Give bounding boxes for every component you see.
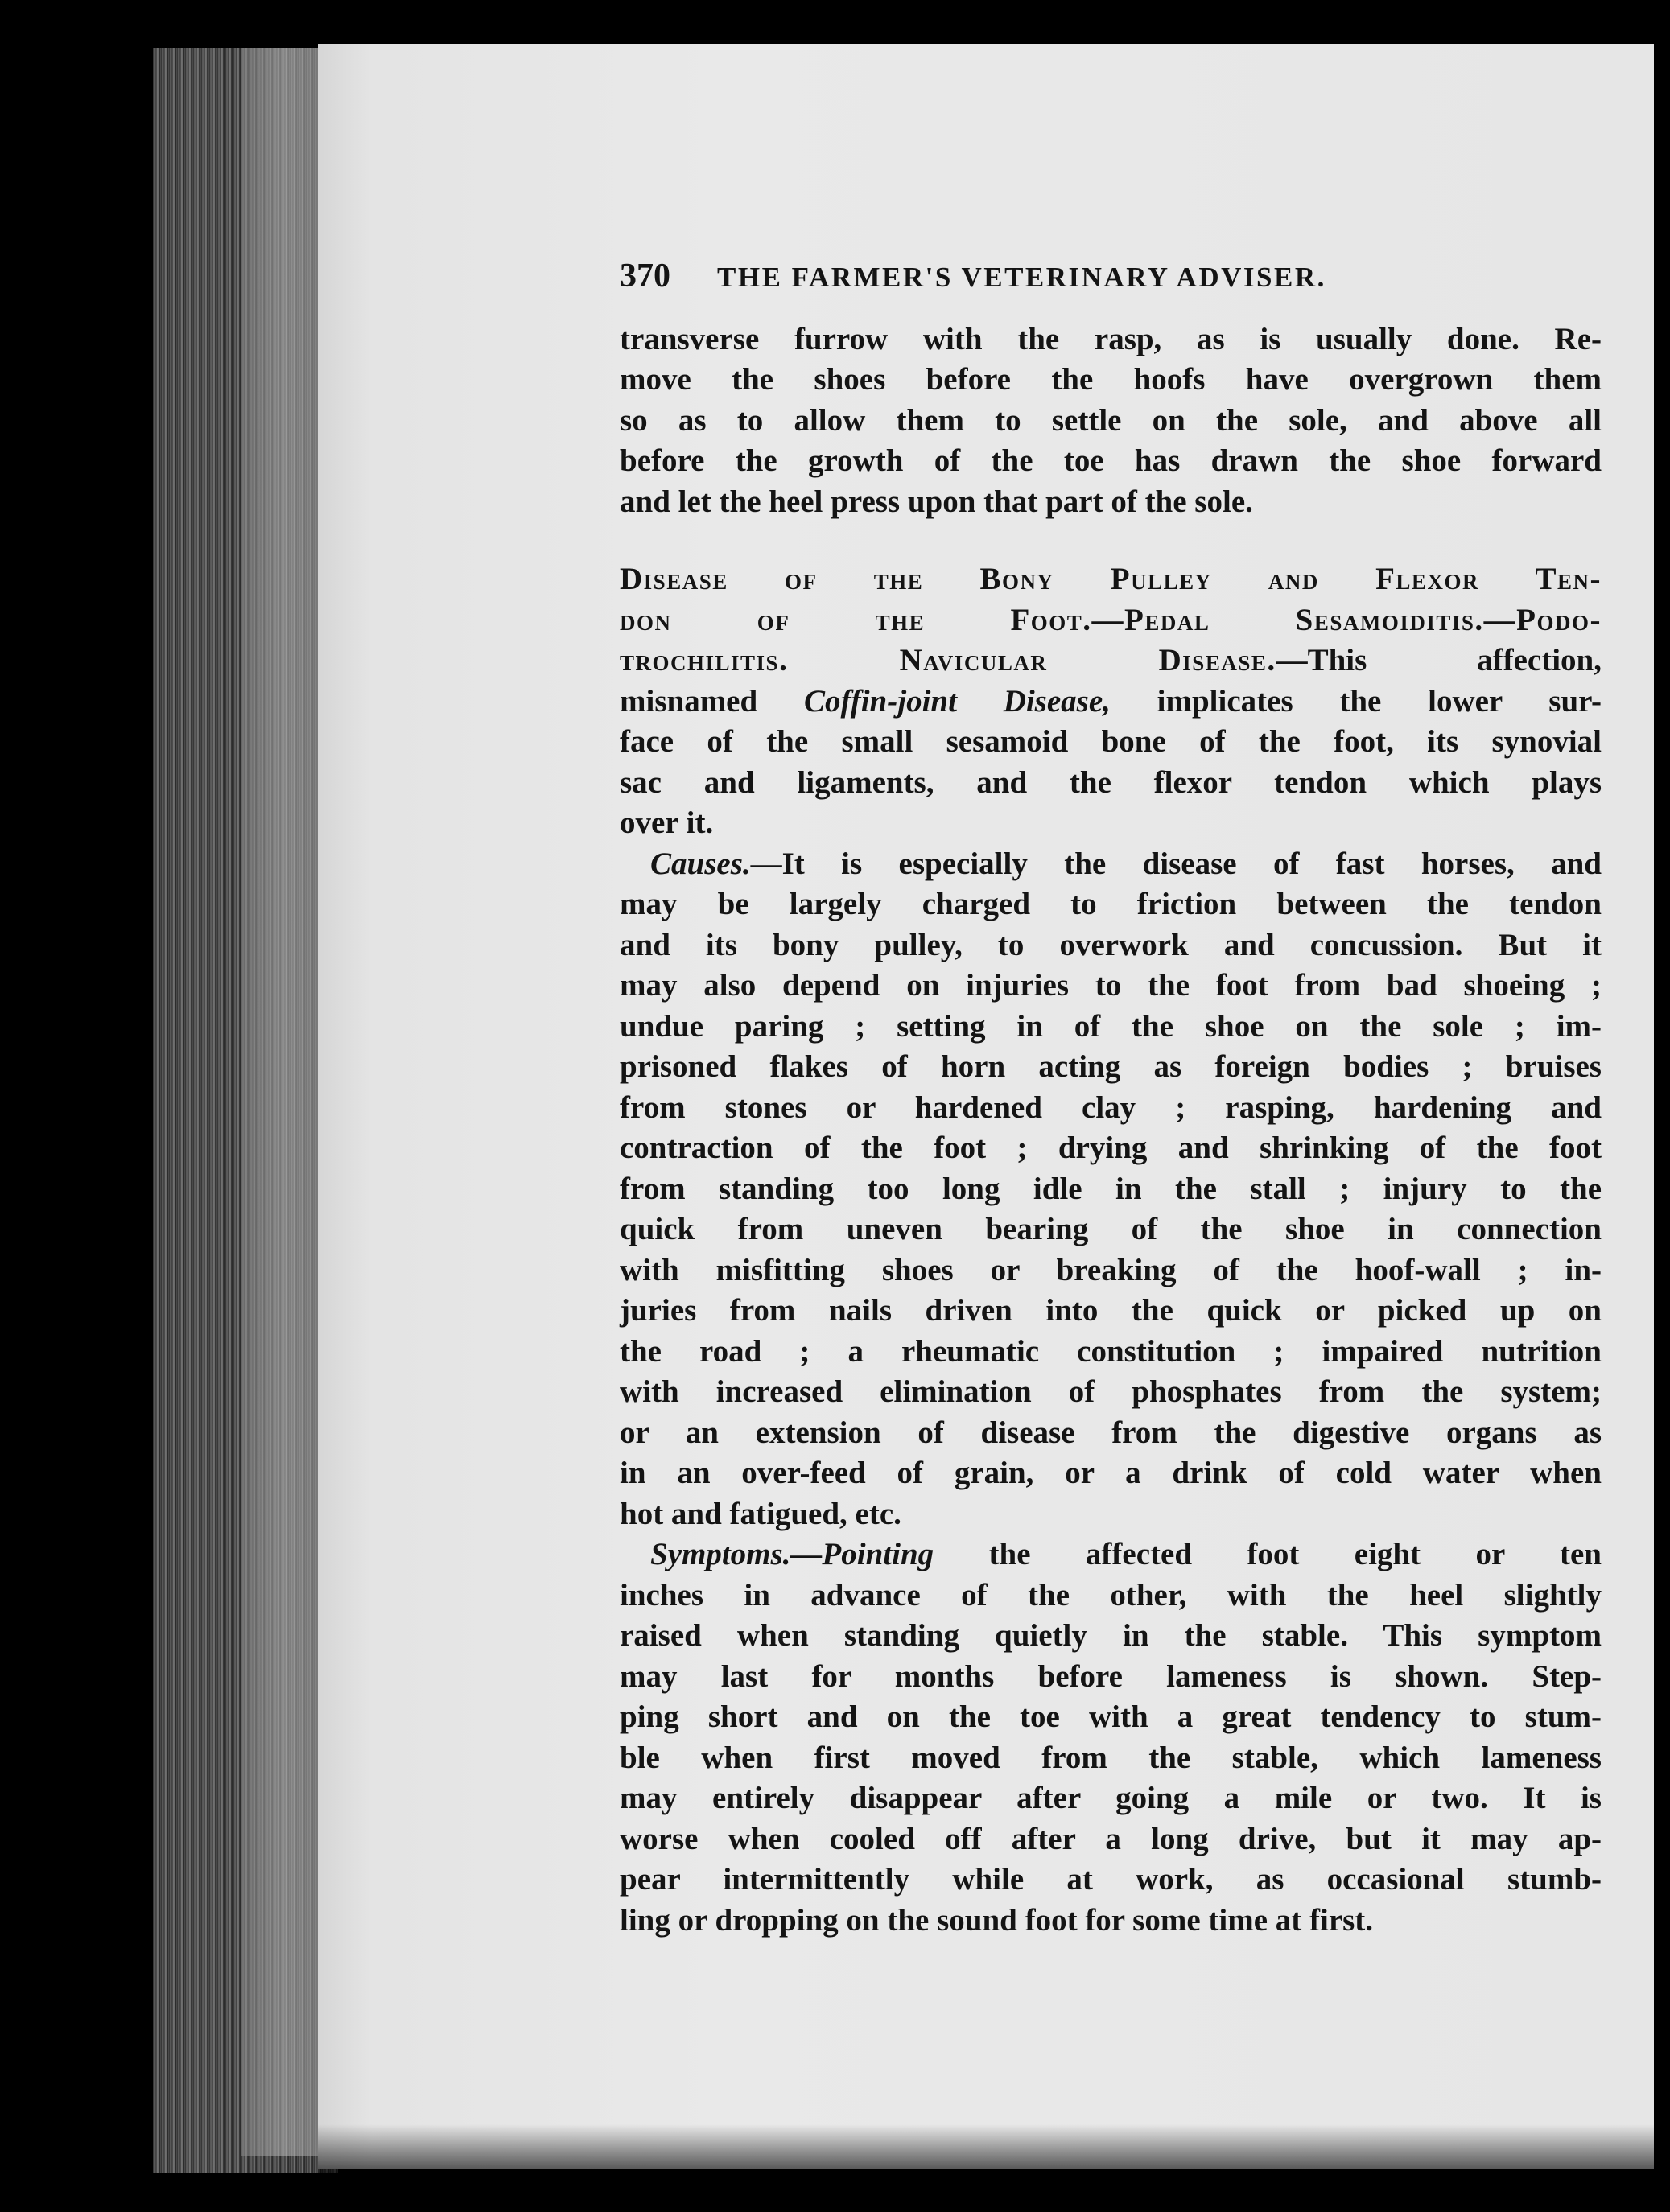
text-line: contraction of the foot ; drying and shrinking of the foot xyxy=(620,1131,1602,1165)
paragraph-symptoms xyxy=(620,1534,1602,1941)
text-line: in an over-feed of grain, or a drink of cold water when xyxy=(620,1456,1602,1490)
paragraph-shoeing xyxy=(620,319,1602,523)
text-line: hot and fatigued, etc. xyxy=(620,1496,901,1531)
text-run: misnamed xyxy=(620,683,804,719)
page-text xyxy=(620,256,1602,1941)
causes-label: Causes. xyxy=(650,846,751,881)
text-line: may also depend on injuries to the foot from bad shoeing ; xyxy=(620,968,1602,1003)
text-line: with increased elimination of phosphates from the system; xyxy=(620,1374,1602,1409)
text-line: sac and ligaments, and the flexor tendon which plays xyxy=(620,764,1602,800)
text-line: inches in advance of the other, with the heel slightly xyxy=(620,1577,1602,1613)
text-line: prisoned flakes of horn acting as foreign bodies ; bruises xyxy=(620,1049,1602,1084)
text-line: and let the heel press upon that part of the sole. xyxy=(620,484,1253,519)
text-line: juries from nails driven into the quick or picked up on xyxy=(620,1293,1602,1328)
text-run: implicates the lower sur- xyxy=(1110,683,1602,719)
text-line: undue paring ; setting in of the shoe on the sole ; im- xyxy=(620,1008,1602,1044)
page-bottom-shadow xyxy=(318,2124,1654,2197)
text-line: transverse furrow with the rasp, as is usually done. Re- xyxy=(620,321,1602,356)
text-line: move the shoes before the hoofs have overgrown them xyxy=(620,362,1602,397)
section-heading-navicular xyxy=(620,559,1602,844)
text-line: over it. xyxy=(620,805,714,840)
text-line: may entirely disappear after going a mile or two. It is xyxy=(620,1781,1602,1815)
text-line: with misfitting shoes or breaking of the hoof-wall ; in- xyxy=(620,1252,1602,1287)
text-line: face of the small sesamoid bone of the foot, its synovial xyxy=(620,724,1602,759)
heading-line xyxy=(620,641,1602,682)
text-line: before the growth of the toe has drawn the shoe forward xyxy=(620,443,1602,478)
book-page-edges-highlight xyxy=(241,48,330,2156)
text-line: from stones or hardened clay ; rasping, hardening and xyxy=(620,1090,1602,1125)
symptoms-label: Symptoms.—Pointing xyxy=(650,1537,934,1571)
heading-line: don of the Foot.—Pedal Sesamoiditis.—Podo- xyxy=(620,602,1602,637)
text-line xyxy=(620,1534,1602,1576)
text-line: and its bony pulley, to overwork and concussion. But it xyxy=(620,927,1602,962)
text-line: ling or dropping on the sound foot for some time at first. xyxy=(620,1902,1374,1938)
text-line: ble when first moved from the stable, which lameness xyxy=(620,1740,1602,1775)
text-line xyxy=(620,682,1602,723)
text-line: the road ; a rheumatic constitution ; impaired nutrition xyxy=(620,1333,1602,1369)
text-line: quick from uneven bearing of the shoe in connection xyxy=(620,1212,1602,1246)
paragraph-causes xyxy=(620,844,1602,1535)
text-line: so as to allow them to settle on the sole, and above all xyxy=(620,402,1602,438)
text-line: may last for months before lameness is shown. Step- xyxy=(620,1658,1602,1694)
running-head xyxy=(620,256,1602,299)
text-line: worse when cooled off after a long drive, but it may ap- xyxy=(620,1821,1602,1856)
text-line: or an extension of disease from the digestive organs as xyxy=(620,1415,1602,1450)
page-number: 370 xyxy=(620,257,670,295)
text-line: pear intermittently while at work, as occasional stumb- xyxy=(620,1862,1602,1897)
heading-line: Disease of the Bony Pulley and Flexor Ten- xyxy=(620,562,1602,596)
heading-text: —This affection, xyxy=(1276,643,1602,678)
text-line: raised when standing quietly in the stable. This symptom xyxy=(620,1618,1602,1653)
running-title: THE FARMER'S VETERINARY ADVISER. xyxy=(717,262,1326,293)
text-line xyxy=(620,844,1602,885)
text-line: may be largely charged to friction between the tendon xyxy=(620,887,1602,921)
text-line: ping short and on the toe with a great tendency to stum- xyxy=(620,1699,1602,1734)
text-run: —It is especially the disease of fast horses, and xyxy=(750,846,1602,881)
heading-text: trochilitis. Navicular Disease. xyxy=(620,643,1276,678)
text-run: the affected foot eight or ten xyxy=(934,1537,1602,1571)
italic-term: Coffin-joint Disease, xyxy=(803,683,1111,719)
text-line: from standing too long idle in the stall ; injury to the xyxy=(620,1171,1602,1206)
